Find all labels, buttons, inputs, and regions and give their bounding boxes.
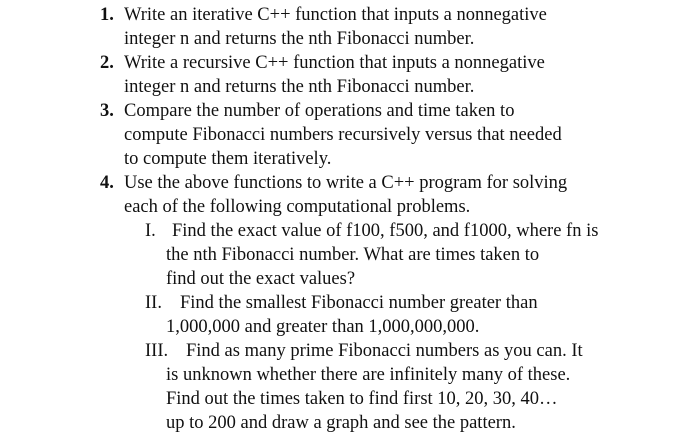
subquestion-text-line: find out the exact values? [166,269,356,289]
question-2 [0,51,700,99]
subquestion-text-line: Find as many prime Fibonacci numbers as you can. It [186,341,583,361]
subquestion-numeral: III. [145,341,169,361]
question-1 [0,3,700,51]
subquestion-numeral: II. [145,293,162,313]
subquestion-numeral: I. [145,221,156,241]
subquestion-text-line: Find out the times taken to find first 10, 20, 30, 40… [166,389,558,409]
question-number: 3. [100,101,114,121]
subquestion-text-line: is unknown whether there are infinitely many of these. [166,365,571,385]
question-number: 1. [100,5,114,25]
subquestion-III [0,339,700,435]
question-list [0,3,700,435]
question-text-line: Use the above functions to write a C++ program for solving [124,173,568,193]
question-text-line: integer n and returns the nth Fibonacci number. [124,29,475,49]
question-text-line: compute Fibonacci numbers recursively versus that needed [124,125,562,145]
subquestion-text-line: up to 200 and draw a graph and see the pattern. [166,413,516,433]
subquestion-I [0,219,700,291]
subquestion-text-line: 1,000,000 and greater than 1,000,000,000. [166,317,480,337]
subquestion-text-line: the nth Fibonacci number. What are times taken to [166,245,540,265]
subquestion-II [0,291,700,339]
question-3 [0,99,700,171]
question-text-line: Write an iterative C++ function that inputs a nonnegative [124,5,547,25]
question-text-line: Compare the number of operations and time taken to [124,101,515,121]
subquestion-text-line: Find the exact value of f100, f500, and f1000, where fn is [172,221,599,241]
question-number: 2. [100,53,114,73]
subquestion-text-line: Find the smallest Fibonacci number greater than [180,293,538,313]
question-text-line: Write a recursive C++ function that inputs a nonnegative [124,53,545,73]
question-text-line: each of the following computational problems. [124,197,471,217]
question-text-line: integer n and returns the nth Fibonacci number. [124,77,475,97]
question-4 [0,171,700,435]
question-number: 4. [100,173,114,193]
question-text-line: to compute them iteratively. [124,149,332,169]
